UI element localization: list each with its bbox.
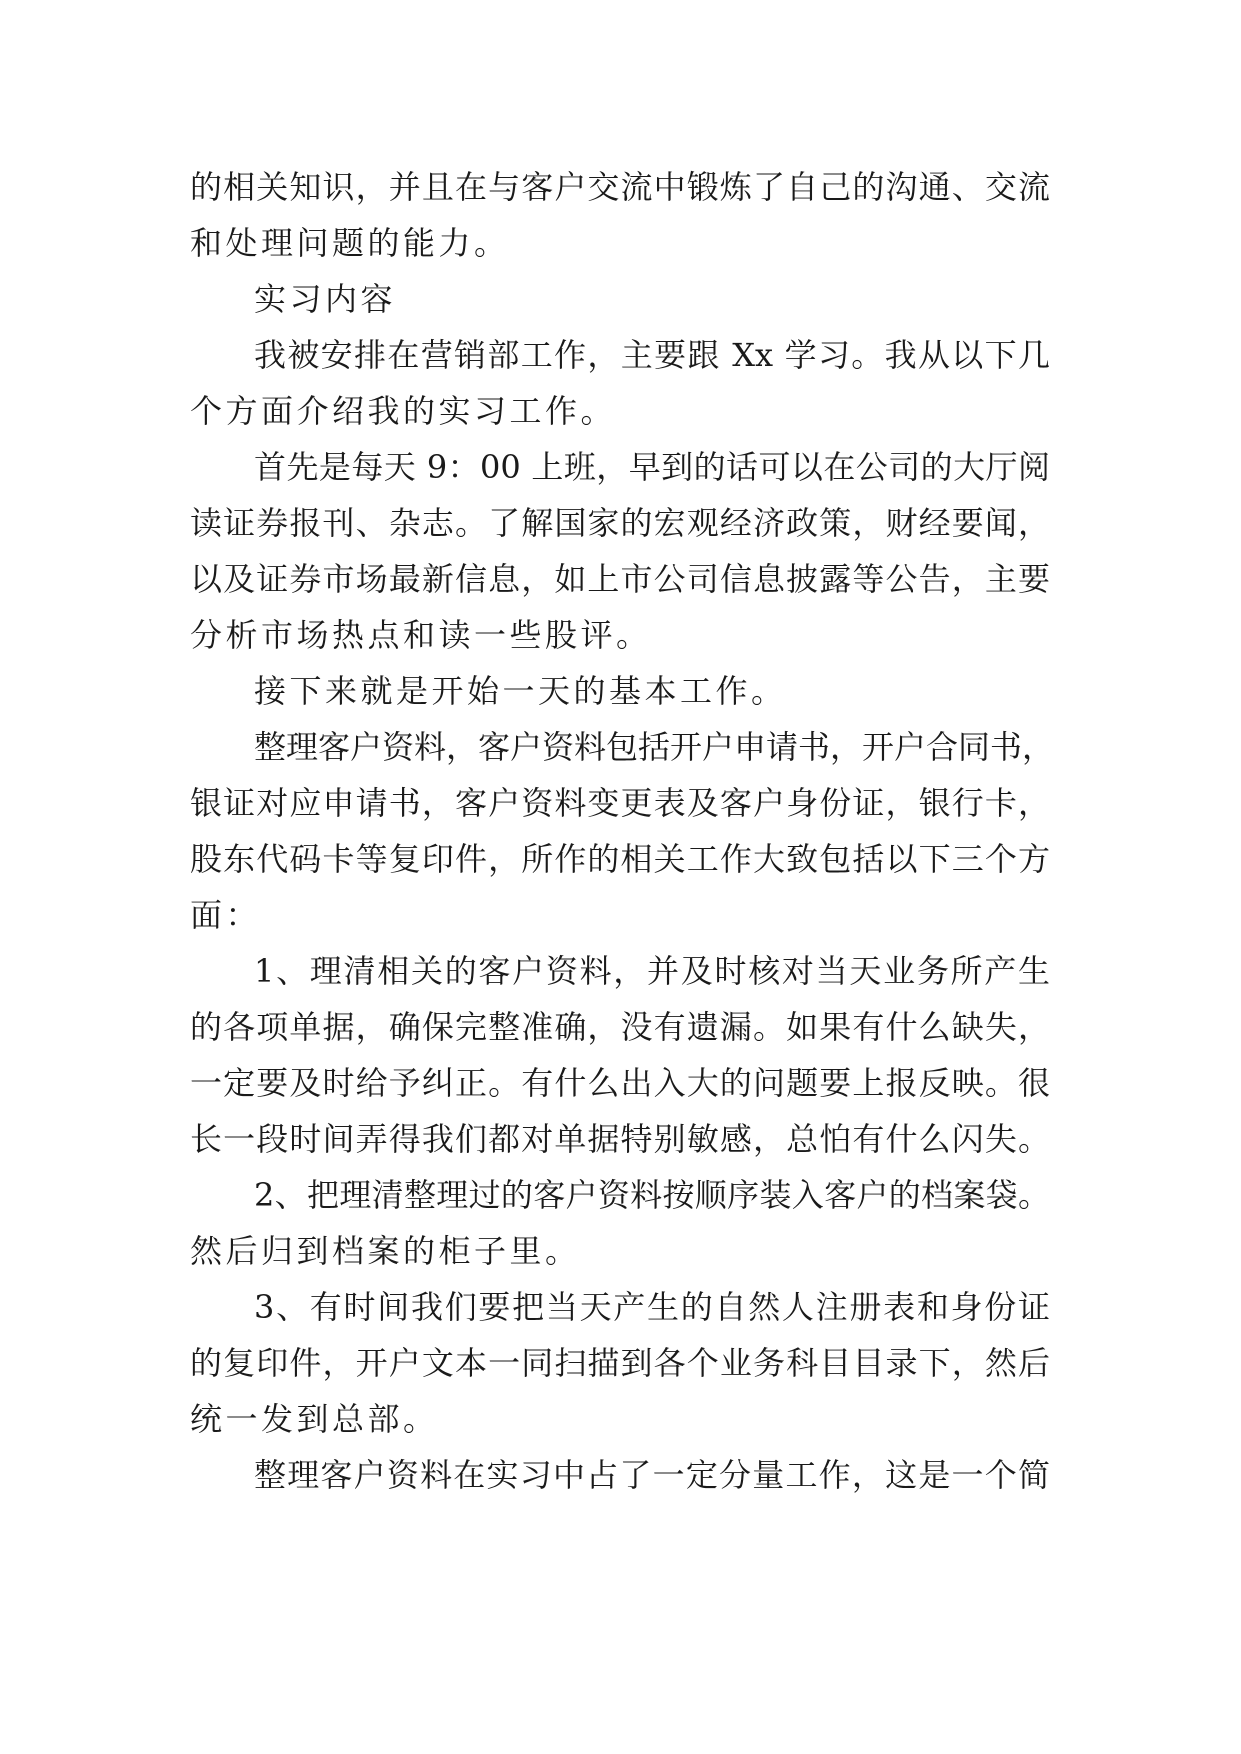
text-line: 我被安排在营销部工作，主要跟 Xx 学习。我从以下几 xyxy=(254,336,1050,374)
text-line: 首先是每天 9：00 上班，早到的话可以在公司的大厅阅 xyxy=(254,448,1050,486)
text-line: 统一发到总部。 xyxy=(190,1400,439,1438)
text-line: 的复印件，开户文本一同扫描到各个业务科目目录下，然后 xyxy=(190,1344,1050,1382)
text-line: 然后归到档案的柜子里。 xyxy=(190,1232,581,1270)
text-line: 读证券报刊、杂志。了解国家的宏观经济政策，财经要闻， xyxy=(190,504,1050,542)
text-line: 股东代码卡等复印件，所作的相关工作大致包括以下三个方 xyxy=(190,840,1050,878)
text-line: 面： xyxy=(190,896,262,934)
text-line: 的各项单据，确保完整准确，没有遗漏。如果有什么缺失， xyxy=(190,1008,1050,1046)
text-line: 和处理问题的能力。 xyxy=(190,224,510,262)
text-line: 以及证券市场最新信息，如上市公司信息披露等公告，主要 xyxy=(190,560,1050,598)
text-line: 一定要及时给予纠正。有什么出入大的问题要上报反映。很 xyxy=(190,1064,1050,1102)
text-line: 整理客户资料，客户资料包括开户申请书，开户合同书， xyxy=(254,728,1055,766)
text-line: 3、有时间我们要把当天产生的自然人注册表和身份证 xyxy=(254,1288,1050,1326)
text-line: 接下来就是开始一天的基本工作。 xyxy=(254,672,787,710)
text-line: 银证对应申请书，客户资料变更表及客户身份证，银行卡， xyxy=(190,784,1050,822)
text-line: 长一段时间弄得我们都对单据特别敏感，总怕有什么闪失。 xyxy=(190,1120,1050,1158)
text-line: 2、把理清整理过的客户资料按顺序装入客户的档案袋。 xyxy=(254,1176,1050,1214)
section-heading: 实习内容 xyxy=(254,280,397,318)
text-line: 分析市场热点和读一些股评。 xyxy=(190,616,652,654)
text-line: 的相关知识，并且在与客户交流中锻炼了自己的沟通、交流 xyxy=(190,168,1050,206)
text-line: 个方面介绍我的实习工作。 xyxy=(190,392,617,430)
text-line: 整理客户资料在实习中占了一定分量工作，这是一个简 xyxy=(254,1456,1050,1494)
text-line: 1、理清相关的客户资料，并及时核对当天业务所产生 xyxy=(254,952,1050,990)
